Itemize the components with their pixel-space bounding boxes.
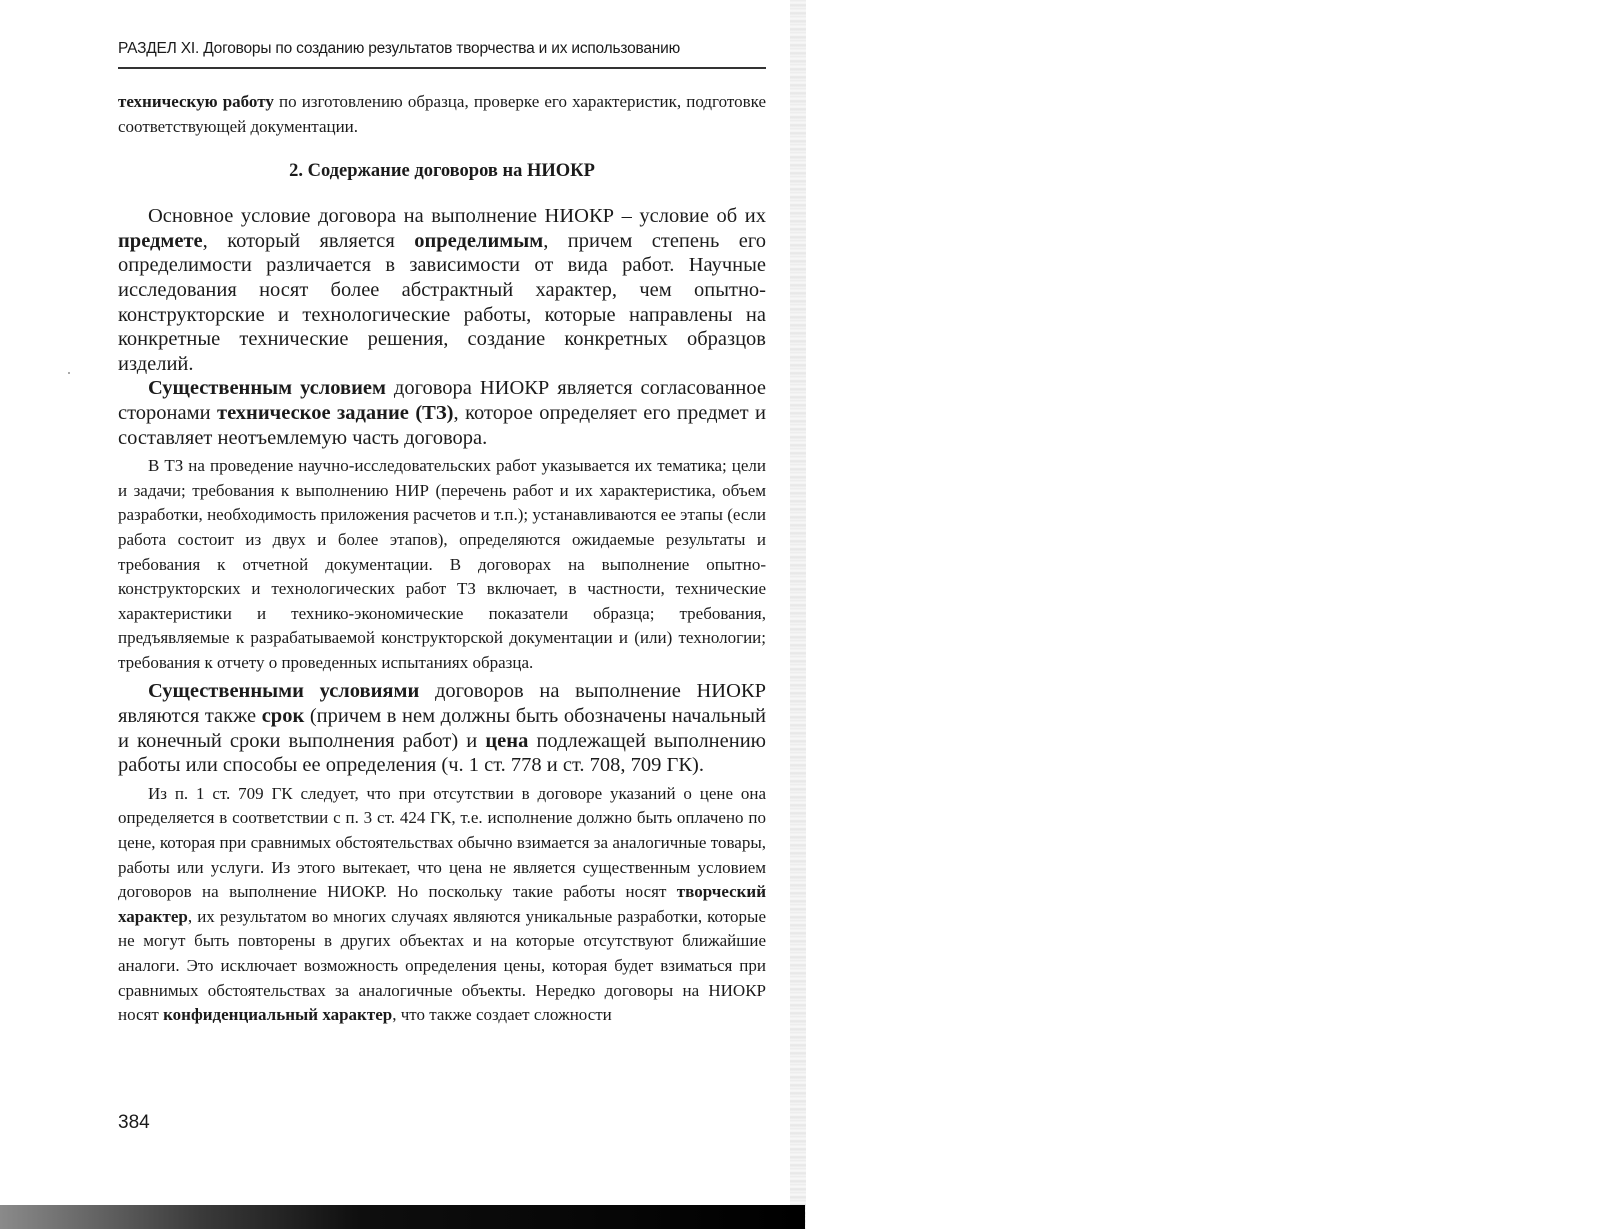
paragraph-4: В ТЗ на проведение научно-исследовательских работ указывается их тематика; цели и задачи; требования к выполнению НИР (перечень работ и их характеристика, объем разработки, необходимость приложения расчетов и т.п.); устанавливаются ее этапы (если работа состоит из двух и более этапов), определяются ожидаемые результаты и требования к отчетной документации. В договорах на выполнение опытно-конструкторских и технологических работ ТЗ включает, в частности, технические характеристики и технико-экономические показатели образца; требования, предъявляемые к разрабатываемой конструкторской документации и (или) технологии; требования к отчету о проведенных испытаниях образца. — [118, 456, 766, 672]
bold-term: Существенными условиями — [148, 680, 420, 703]
bold-term: техническое задание (ТЗ) — [217, 401, 454, 424]
header-rule — [118, 67, 766, 69]
paragraph-text: Из п. 1 ст. 709 ГК следует, что при отсутствии в договоре указаний о цене она определяется в соответствии с п. 3 ст. 424 ГК, т.е. исполнение должно быть оплачено по цене, которая при сравнимых обстоятельствах обычно взимается за аналогичные товары, работы или услуги. Из этого вытекает, что цена не является существенным условием договоров на выполнение НИОКР. Но поскольку такие работы носят — [118, 783, 766, 902]
paragraph-text: , которое определяет его предмет и составляет неотъемлемую часть договора. — [118, 401, 766, 449]
running-head: РАЗДЕЛ XI. Договоры по созданию результатов творчества и их использованию — [118, 40, 681, 57]
paragraph-2 — [118, 204, 766, 376]
bold-term: предмете — [118, 229, 203, 252]
body-text — [118, 90, 766, 1028]
paragraph-text: договора НИОКР является согласованное сторонами — [118, 377, 766, 424]
paragraph-text: договоров на выполнение НИОКР являются также — [118, 680, 766, 728]
scan-speck — [68, 372, 70, 374]
page-gutter-edge — [790, 0, 806, 1229]
paragraph-text: (причем в нем должны быть обозначены начальный и конечный сроки выполнения работ) и — [118, 705, 766, 752]
bold-term: цена — [485, 729, 529, 752]
paragraph-1 — [118, 90, 766, 139]
paragraph-5 — [118, 679, 766, 777]
scan-bottom-shadow — [0, 1205, 805, 1229]
paragraph-6 — [118, 782, 766, 1028]
bold-term: техническую работу — [118, 92, 274, 111]
paragraph-text: Основное условие договора на выполнение НИОКР – условие об их — [148, 205, 766, 228]
section-heading: 2. Содержание договоров на НИОКР — [289, 161, 595, 182]
bold-term: срок — [261, 705, 305, 728]
paragraph-text: , что также создает сложности — [392, 1005, 612, 1025]
paragraph-3 — [118, 376, 766, 450]
bold-term: определимым — [414, 229, 544, 252]
paragraph-text: , причем степень его определимости различается в зависимости от вида работ. Научные исследования носят более абстрактный характер, чем опытно-конструкторские и технологические работы, которые направлены на конкретные технические решения, создание конкретных образцов изделий. — [118, 229, 766, 375]
bold-term: Существенным условием — [148, 377, 386, 400]
bold-term: конфиденциальный характер — [163, 1005, 393, 1025]
bold-term: творческий характер — [118, 882, 766, 926]
paragraph-text: , их результатом во многих случаях являются уникальные разработки, которые не могут быть повторены в других объектах и на которые отсутствуют ближайшие аналоги. Это исключает возможность определения цены, которая будет взиматься при сравнимых обстоятельствах за аналогичные объекты. Нередко договоры на НИОКР носят — [118, 906, 766, 1025]
paragraph-text: подлежащей выполнению работы или способы ее определения (ч. 1 ст. 778 и ст. 708, 709 ГК). — [118, 729, 767, 777]
paragraph-text: по изготовлению образца, проверке его характеристик, подготовке соответствующей документации. — [118, 92, 766, 136]
paragraph-text: , который является — [202, 229, 415, 252]
page-number: 384 — [118, 1112, 150, 1133]
